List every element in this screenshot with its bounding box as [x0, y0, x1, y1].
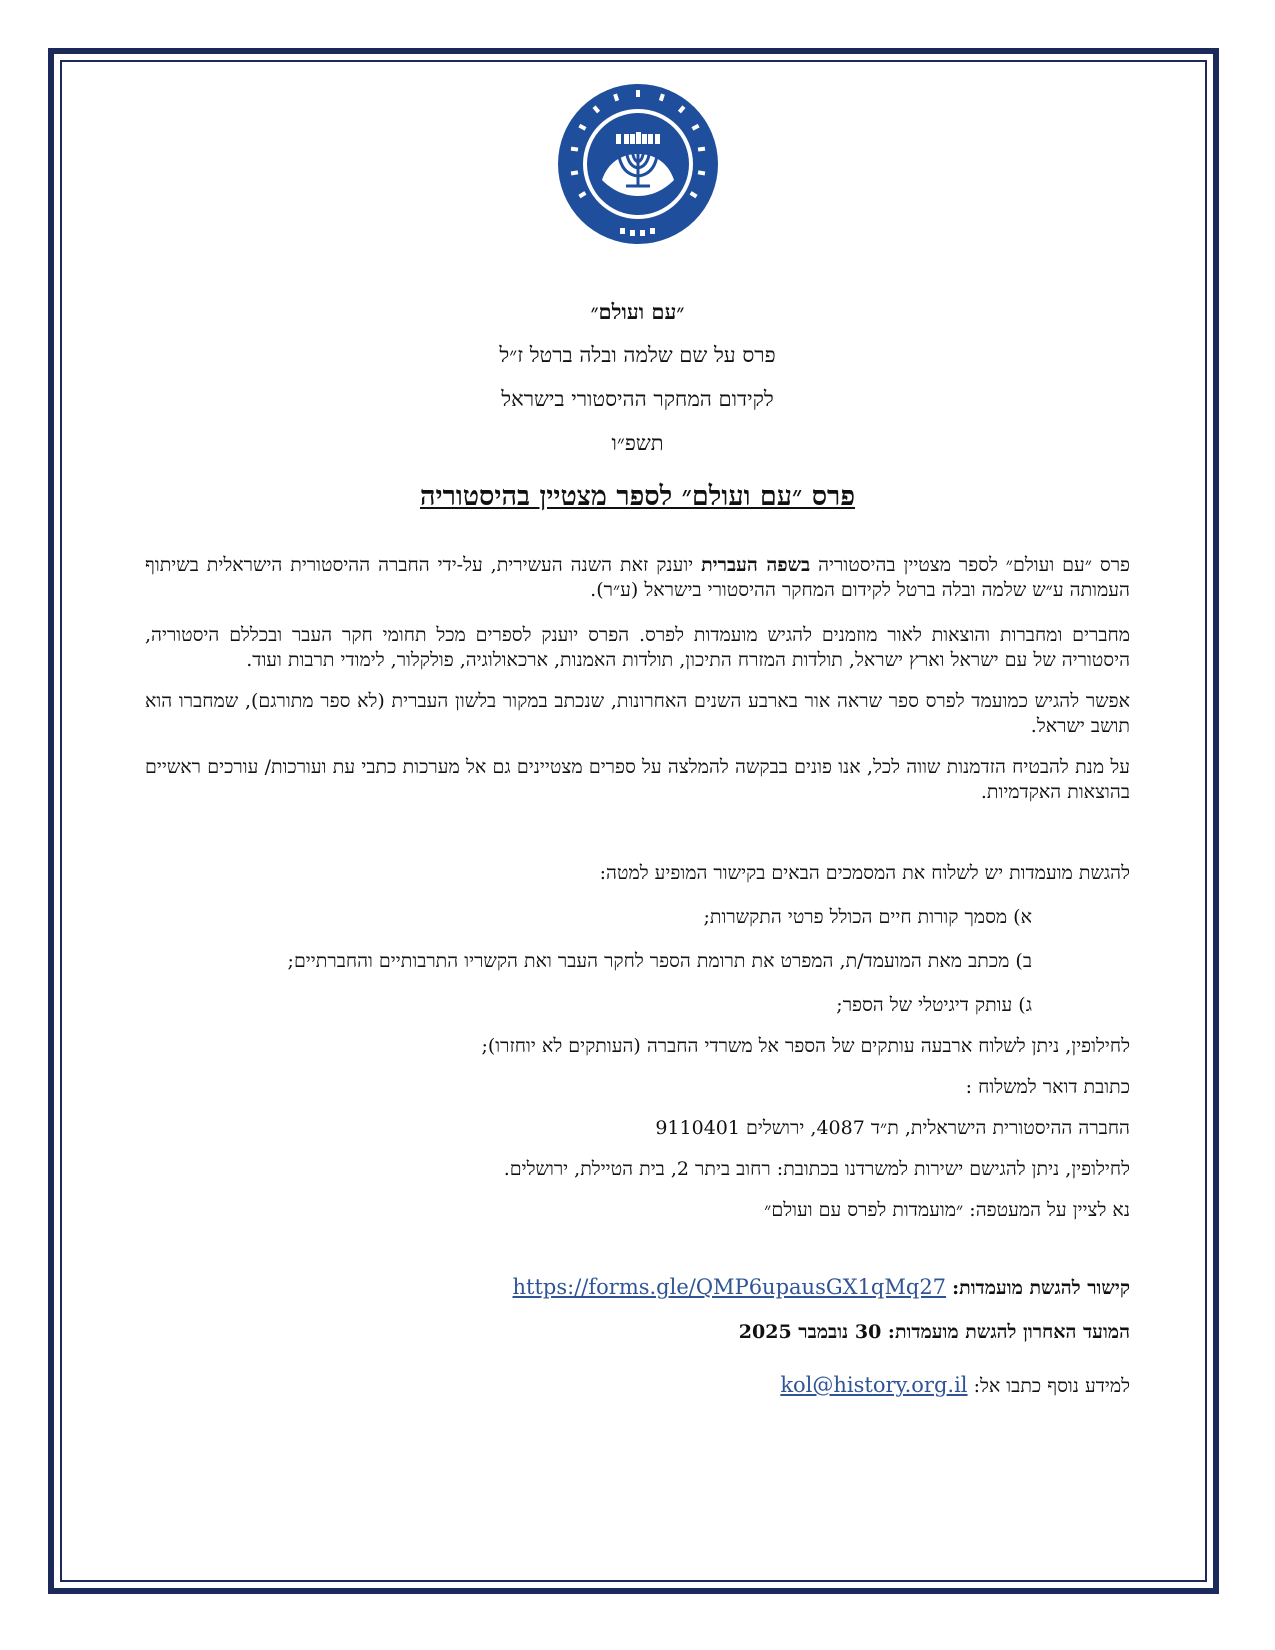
society-seal-logo: [556, 82, 720, 246]
prize-name-heading: ״עם ועולם״: [590, 299, 685, 324]
document-body: [145, 70, 1130, 1418]
logo-container: [145, 82, 1130, 250]
submission-item-b: ב) מכתב מאת המועמד/ת, המפרט את תרומת הספר לחקר העבר ואת הקשריו התרבותיים והחברתיים;: [287, 950, 1032, 972]
submission-form-link[interactable]: https://forms.gle/QMP6upausGX1qMq27: [512, 1275, 947, 1299]
submission-link-label: קישור להגשת מועמדות:: [952, 1277, 1130, 1299]
submission-alternative: לחילופין, ניתן לשלוח ארבעה עותקים של הספר אל משרדי החברה (העותקים לא יוחזרו);: [481, 1035, 1130, 1057]
submission-intro: להגשת מועמדות יש לשלוח את המסמכים הבאים בקישור המופיע למטה:: [599, 862, 1130, 884]
submission-item-a: א) מסמך קורות חיים הכולל פרטי התקשרות;: [703, 906, 1032, 928]
prize-dedication: פרס על שם שלמה ובלה ברטל ז״ל: [499, 343, 776, 367]
contact-label: למידע נוסף כתבו אל:: [973, 1375, 1130, 1397]
paragraph-eligibility: אפשר להגיש כמועמד לפרס ספר שראה אור בארבע השנים האחרונות, שנכתב במקור בלשון העברית (לא ספר מתורגם), שמחברו הוא תושב ישראל.: [145, 690, 1130, 737]
mailing-address: החברה ההיסטורית הישראלית, ת״ד 4087, ירושלים 9110401: [655, 1117, 1130, 1139]
submission-link-line: [145, 1275, 1130, 1301]
mailing-address-label: כתובת דואר למשלוח :: [965, 1076, 1130, 1098]
paragraph-intro-part1: פרס ״עם ועולם״ לספר מצטיין בהיסטוריה: [810, 554, 1130, 576]
envelope-note: נא לציין על המעטפה: ״מועמדות לפרס עם ועולם״: [764, 1199, 1130, 1221]
page-title: פרס ״עם ועולם״ לספר מצטיין בהיסטוריה: [419, 481, 856, 512]
hebrew-year: תשפ״ו: [611, 431, 664, 455]
contact-email-link[interactable]: kol@history.org.il: [780, 1373, 968, 1397]
submission-item-c: ג) עותק דיגיטלי של הספר;: [836, 994, 1032, 1016]
paragraph-intro-bold: בשפה העברית: [701, 554, 811, 576]
paragraph-equal-opportunity: על מנת להבטיח הזדמנות שווה לכל, אנו פונים בבקשה להמלצה על ספרים מצטיינים גם אל מערכות כתבי עת ועורכות/ עורכים ראשיים בהוצאות האקדמיות.: [145, 756, 1130, 803]
paragraph-invitation: מחברים ומחברות והוצאות לאור מוזמנים להגיש מועמדות לפרס. הפרס יוענק לספרים מכל תחומי חקר העבר ובכללם היסטוריה, היסטוריה של עם ישראל וארץ ישראל, תולדות המזרח התיכון, תולדות האמנות, ארכאולוגיה, פולקלור, לימודי תרבות ועוד.: [145, 624, 1130, 671]
submission-in-person: לחילופין, ניתן להגישם ישירות למשרדנו בכתובת: רחוב ביתר 2, בית הטיילת, ירושלים.: [503, 1158, 1130, 1180]
prize-purpose: לקידום המחקר ההיסטורי בישראל: [501, 387, 774, 411]
paragraph-intro-part2: יוענק זאת השנה העשירית, על-ידי החברה ההיסטורית הישראלית בשיתוף העמותה ע״ש שלמה ובלה ברטל לקידום המחקר ההיסטורי בישראל (ע״ר).: [145, 554, 1130, 601]
paragraph-intro: [145, 553, 1130, 603]
submission-deadline: המועד האחרון להגשת מועמדות: 30 נובמבר 2025: [738, 1321, 1130, 1343]
contact-line: [145, 1373, 1130, 1399]
